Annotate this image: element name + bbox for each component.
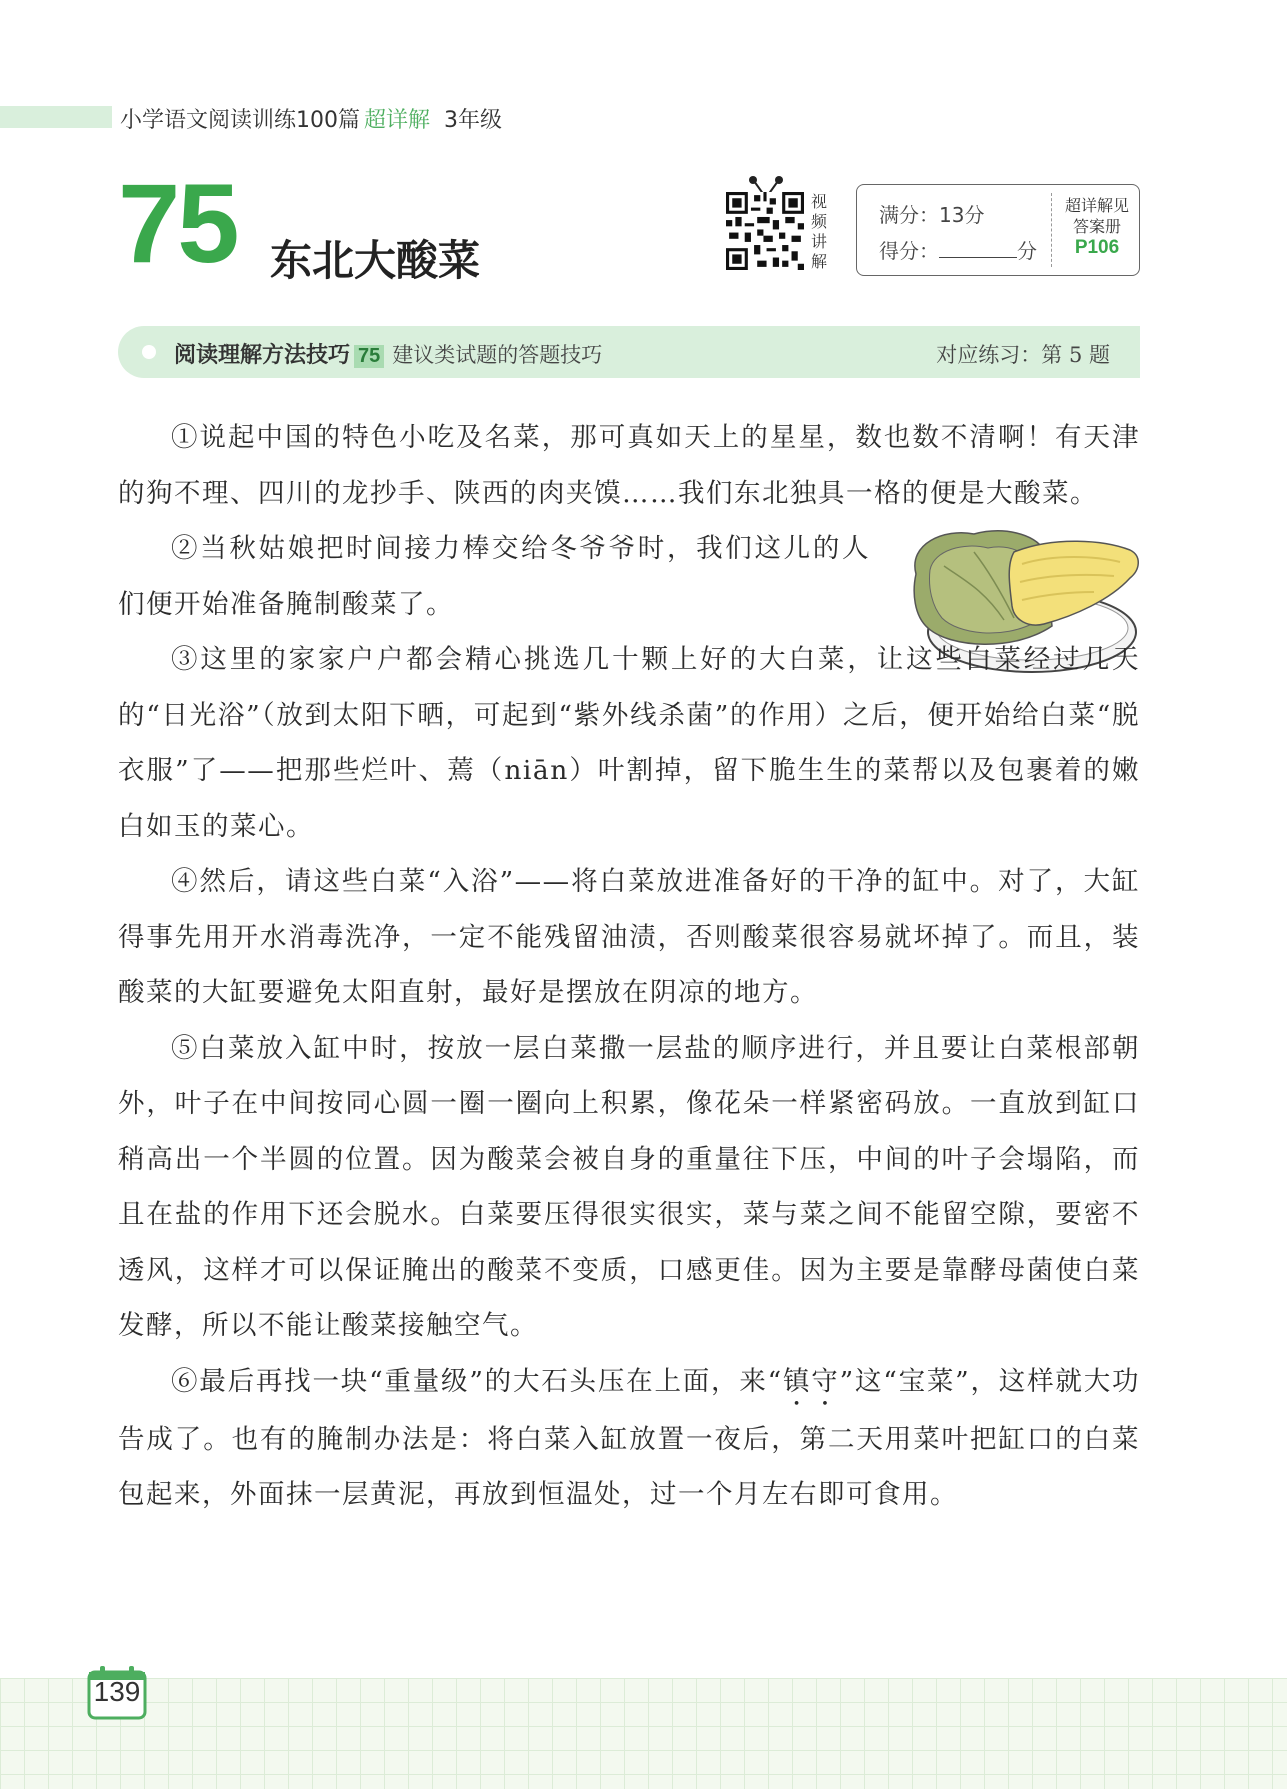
video-lecture-label: 视 频 讲 解 xyxy=(810,192,827,271)
paragraph-3: ③这里的家家户户都会精心挑选几十颗上好的大白菜，让这些白菜经过几天的“日光浴”（放到太阳下晒，可起到“紫外线杀菌”的作用）之后，便开始给白菜“脱衣服”了——把那些烂叶、蔫（niān）叶割掉，留下脆生生的菜帮以及包裹着的嫩白如玉的菜心。 xyxy=(118,644,1140,842)
paragraph-4: ④然后，请这些白菜“入浴”——将白菜放进准备好的干净的缸中。对了，大缸得事先用开水消毒洗净，一定不能残留油渍，否则酸菜很容易就坏掉了。而且，装酸菜的大缸要避免太阳直射，最好是摆放在阴凉的地方。 xyxy=(118,866,1140,1008)
method-tip-bar xyxy=(118,326,1140,378)
emphasis-dotted-word: 镇守 xyxy=(782,1365,840,1397)
article-body xyxy=(118,410,1140,1523)
score-got-row: 得分： 分 xyxy=(879,239,1037,263)
practice-reference: 对应练习：第 5 题 xyxy=(936,343,1110,367)
bullet-dot-icon xyxy=(142,345,156,359)
score-blank[interactable] xyxy=(939,239,1017,258)
footer-grid-band xyxy=(0,1678,1287,1789)
header-accent-bar xyxy=(0,106,112,128)
lesson-title: 东北大酸菜 xyxy=(270,236,481,285)
qr-code-icon[interactable] xyxy=(726,192,804,270)
paragraph-5: ⑤白菜放入缸中时，按放一层白菜撒一层盐的顺序进行，并且要让白菜根部朝外，叶子在中间按同心圆一圈一圈向上积累，像花朵一样紧密码放。一直放到缸口稍高出一个半圆的位置。因为酸菜会被自身的重量往下压，中间的叶子会塌陷，而且在盐的作用下还会脱水。白菜要压得很实很实，菜与菜之间不能留空隙，要密不透风，这样才可以保证腌出的酸菜不变质，口感更佳。因为主要是靠酵母菌使白菜发酵，所以不能让酸菜接触空气。 xyxy=(118,1032,1140,1341)
method-desc: 建议类试题的答题技巧 xyxy=(392,343,603,367)
running-header xyxy=(120,103,502,134)
full-score: 满分：13分 xyxy=(879,203,985,227)
series-label: 超详解 xyxy=(364,108,431,133)
score-divider xyxy=(1051,193,1052,267)
score-box xyxy=(856,184,1140,276)
method-number: 75 xyxy=(354,345,384,368)
paragraph-2: ②当秋姑娘把时间接力棒交给冬爷爷时，我们这儿的人们便开始准备腌制酸菜了。 xyxy=(118,533,870,620)
answer-reference: 超详解见 答案册 P106 xyxy=(1057,195,1137,258)
paragraph-1: ①说起中国的特色小吃及名菜，那可真如天上的星星，数也数不清啊！有天津的狗不理、四川的龙抄手、陕西的肉夹馍……我们东北独具一格的便是大酸菜。 xyxy=(118,422,1140,509)
paragraph-6: ⑥最后再找一块“重量级”的大石头压在上面，来“镇守”这“宝菜”，这样就大功告成了。也有的腌制办法是：将白菜入缸放置一夜后，第二天用菜叶把缸口的白菜包起来，外面抹一层黄泥，再放到恒温处，过一个月左右即可食用。 xyxy=(118,1365,1140,1510)
lesson-number: 75 xyxy=(118,161,237,286)
answer-page: P106 xyxy=(1074,237,1120,258)
page-number: 139 xyxy=(93,1676,141,1707)
method-title: 阅读理解方法技巧 xyxy=(174,343,351,368)
book-title: 小学语文阅读训练100篇 xyxy=(120,108,360,133)
grade-label: 3年级 xyxy=(444,108,503,133)
